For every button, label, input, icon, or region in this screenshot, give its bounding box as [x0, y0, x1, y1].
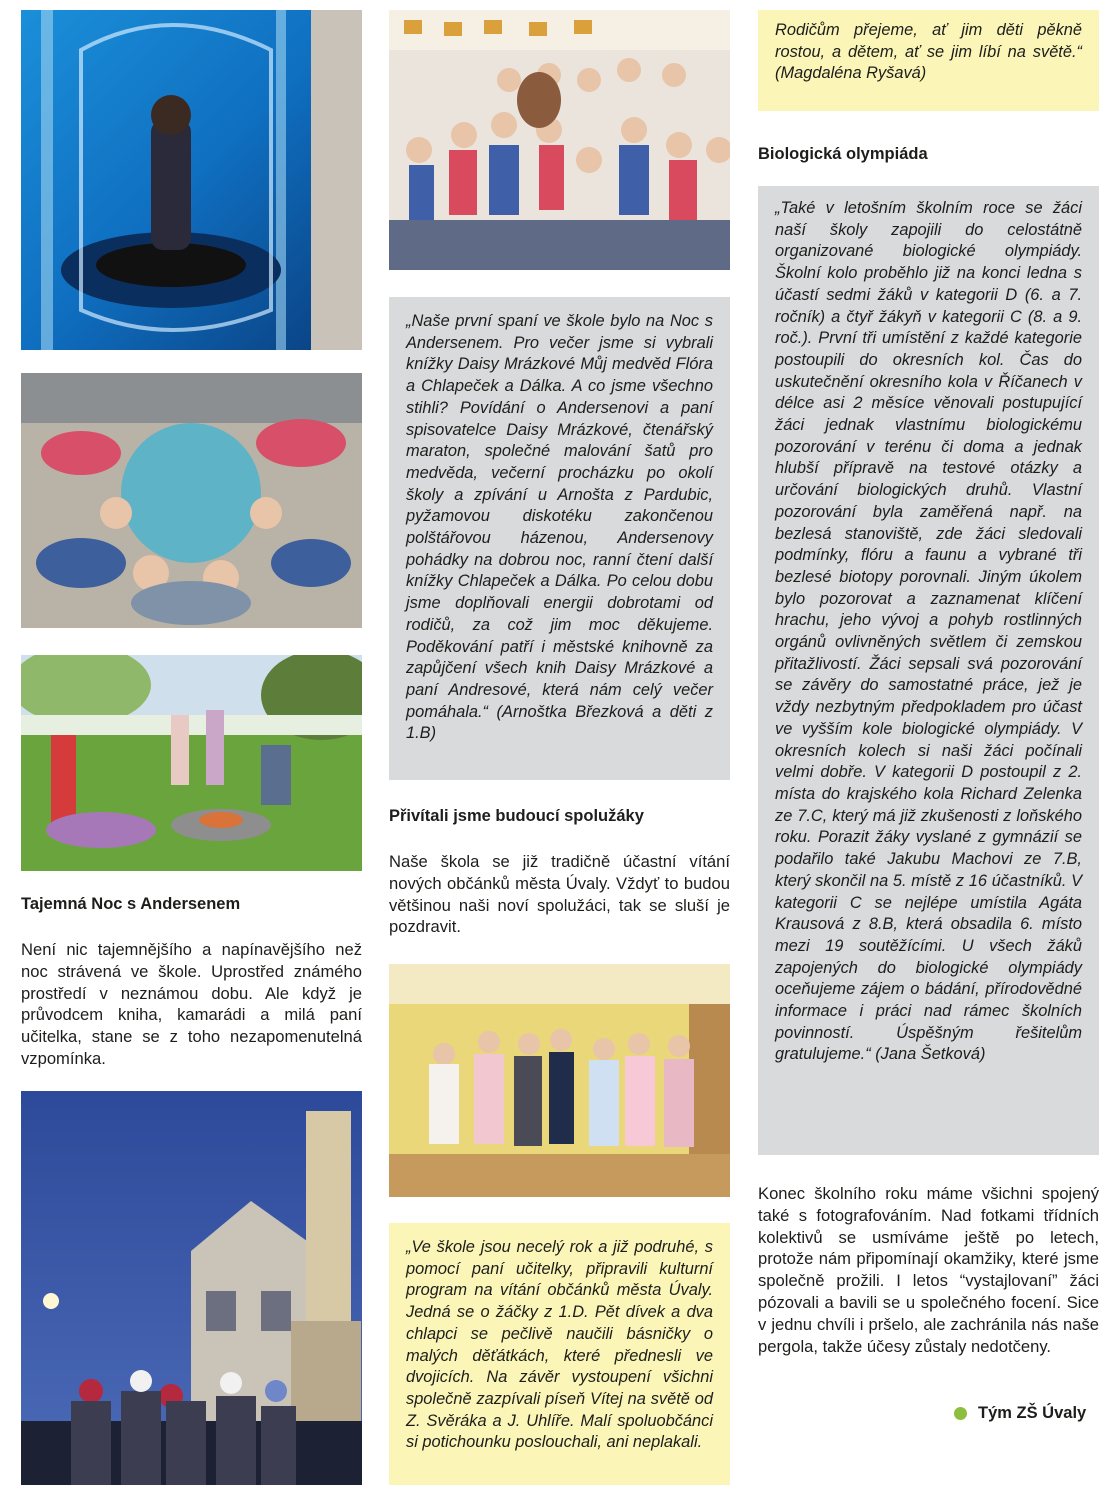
- quote-biology-olympiad: „Také v letošním školním roce se žáci naší školy zapojili do celostátně organizované biologické olympiády. Školní kolo proběhlo již na konci ledna s účastí sedmi žáků v kategorii D (6. a 7. ročník) a čtyř žákyň v kategorii C (8. a 9. roč.). První tři umístění z každé kategorie postoupili do okresních kol. Čas do uskutečnění okresního kola v Říčanech v délce asi 2 měsíce věnovali postupující žáci jednak vlastnímu biologickému pozorování v terénu či doma a jednak hlubší přípravě na testové otázky a určování biologických druhů. Vlastní pozorování byla zaměřená např. na bezlesá stanoviště, zde žáci sledovali podmínky, flóru a faunu a vybrané tři bezlesé biotopy porovnali. Jiným úkolem bylo pozorovat a zaznamenat klíčení hrachu, jeho vývoj a pohyb rostlinných orgánů ovlivněných světlem či zemskou přitažlivostí. Žáci sepsali svá pozorování se závěry do samostatné práce, jež je vždy nezbytným předpokladem pro účast ve vyšším kole biologické olympiády. V okresních kolech si naši žáci počínali velmi dobře. V kategorii D postoupil z 2. místa do krajského kola Richard Zelenka ze 7.C, který má již zkušenosti z loňského roku. Porazit žáky vyslané z gymnázií se podařilo také Jakubu Machovi ze 7.B, který skončil na 5. místě z 16 účastníků. V kategorii C se nejlépe umístila Agáta Krausová z 8.B, která obsadila 6. místo mezi 19 soutěžícími. U všech žáků zapojených do biologické olympiády oceňujeme zájem o bádání, přírodovědné informace i práci nad rámec školních povinností. Úspěšným řešitelům gratulujeme.“ (Jana Šetková): [758, 186, 1099, 1155]
- signature: [954, 1403, 1086, 1423]
- photo-class-group-with-bears: [389, 10, 730, 270]
- photo-girl-in-glass-tube: [21, 10, 362, 350]
- photo-children-around-campfire: [21, 655, 362, 871]
- section-heading-biology-olympiad: Biologická olympiáda: [758, 145, 928, 163]
- quote-andersen-night: „Naše první spaní ve škole bylo na Noc s Andersenem. Pro večer jsme si vybrali knížky Daisy Mrázkové Můj medvěd Flóra a Chlapeček a Dálka. A co jsme všechno stihli? Povídání o Andersenovi a paní spisovatelce Daisy Mrázkové, čtenářský maraton, společné malování šatů pro medvěda, večerní procházku po okolí školy a zpívání u Arnošta z Pardubic, pyžamovou diskotéku zakončenou polštářovou házenou, Andersenovy pohádky na dobrou noc, ranní čtení další knížky Chlapeček a Dálka. Po celou dobu jsme doplňovali energii dobrotami od rodičů, za což jim moc děkujeme. Poděkování patří i městské knihovně za zapůjčení všech knih Daisy Mrázkové a paní Andresové, která nám celý večer pomáhala.“ (Arnoštka Březková a děti z 1.B): [389, 297, 730, 780]
- photo-children-lying-in-circle: [21, 373, 362, 628]
- signature-text: Tým ZŠ Úvaly: [978, 1404, 1087, 1422]
- photo-seven-children-in-hall: [389, 964, 730, 1197]
- school-year-end-text: Konec školního roku máme všichni spojený také s fotografováním. Nad fotkami třídních kolektivů se usmíváme ještě po letech, protože nám připomínají okamžiky, které jsme společně prožili. I letos “vystajlovaní” žáci pózovali a bavili se u společného focení. Sice v jednu chvíli i pršelo, ale zachránila nás naše pergola, takže účesy zůstaly nedotčeny.: [758, 1184, 1099, 1356]
- section-heading-future-classmates: Přivítali jsme budoucí spolužáky: [389, 807, 644, 825]
- green-dot-icon: [954, 1407, 967, 1420]
- future-classmates-text: Naše škola se již tradičně účastní vítání nových občánků města Úvaly. Vždyť to budou většinou naši noví spolužáci, tak se sluší je pozdravit.: [389, 852, 730, 937]
- section-heading-andersen: Tajemná Noc s Andersenem: [21, 895, 241, 913]
- andersen-intro-text: Není nic tajemnějšího a napínavějšího než noc strávená ve škole. Uprostřed známého prostředí v neznámou dobu. Ale když je průvodcem kniha, kamarádi a milá paní učitelka, stane se z toho nezapomenutelná vzpomínka.: [21, 940, 362, 1068]
- photo-night-walk-statue: [21, 1091, 362, 1485]
- quote-welcoming-citizens: „Ve škole jsou necelý rok a již podruhé, s pomocí paní učitelky, připravili kulturní program na vítání občánků města Úvaly. Jedná se o žáčky z 1.D. Pět dívek a dva chlapci se pečlivě naučili básničky o malých děťátkách, které přednesli ve dvojicích. Na závěr vystoupení všichni společně zazpívali píseň Vítej na světě od Z. Svěráka a J. Uhlíře. Malí spoluobčánci si potichounku poslouchali, ani neplakali.: [389, 1223, 730, 1485]
- quote-wishes-parents: Rodičům přejeme, ať jim děti pěkně rostou, a dětem, ať se jim líbí na světě.“ (Magdaléna Ryšavá): [758, 10, 1099, 111]
